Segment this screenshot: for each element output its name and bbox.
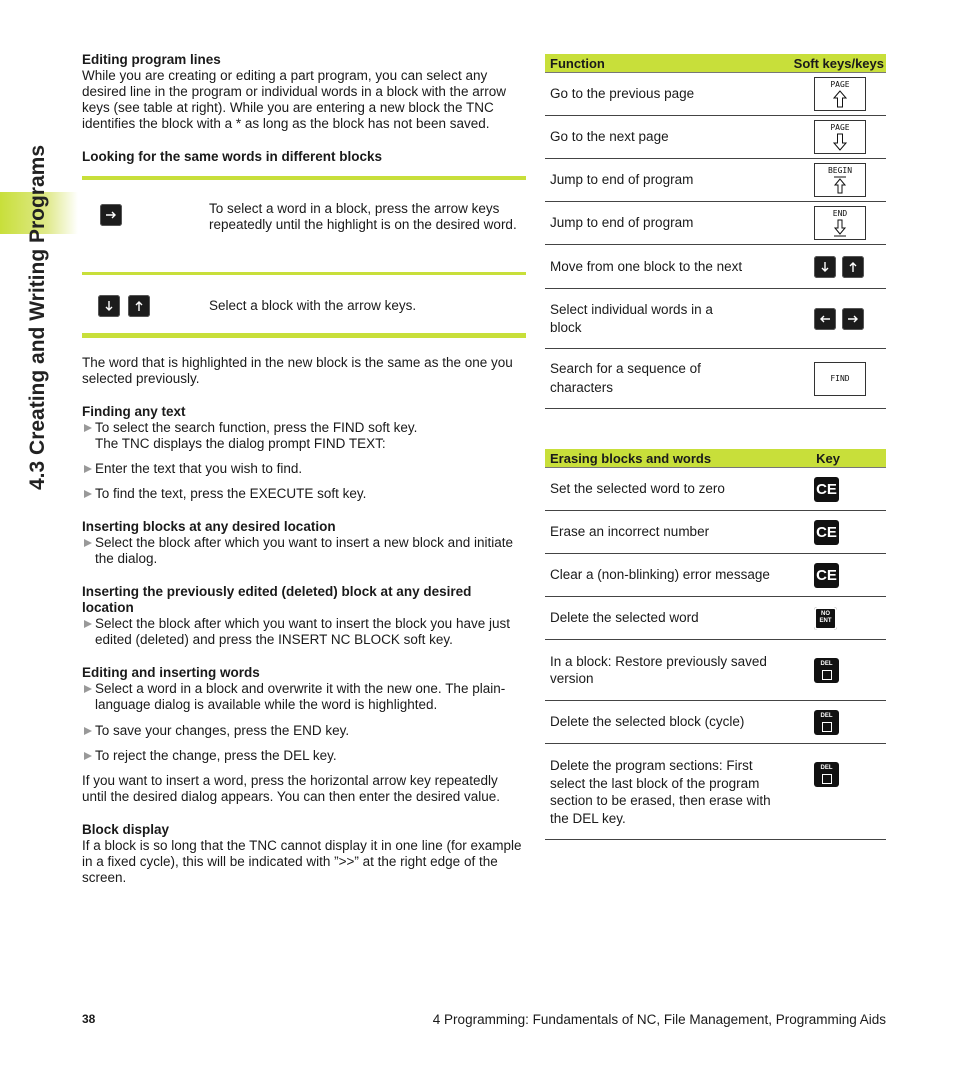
- key-row-horizontal: [82, 180, 526, 272]
- table-header: [545, 449, 886, 468]
- row-label: Clear a (non-blinking) error message: [550, 567, 770, 583]
- row-label: Set the selected word to zero: [550, 481, 725, 497]
- heading-editing-program-lines: Editing program lines: [82, 52, 221, 67]
- header-function: Function: [550, 55, 605, 71]
- table-row: [545, 554, 886, 597]
- header-key: Key: [816, 450, 840, 466]
- table-row: [545, 468, 886, 511]
- heading-looking-for-words: Looking for the same words in different blocks: [82, 149, 383, 164]
- step-item: Select a word in a block and overwrite it with the new one. The plain-language dialog is available while the word is highlighted.: [82, 681, 526, 713]
- step-item: To save your changes, press the END key.: [82, 723, 526, 739]
- table-row: [545, 202, 886, 245]
- arrow-right-key-icon: [100, 204, 122, 226]
- chapter-footer: 4 Programming: Fundamentals of NC, File Management, Programming Aids: [432, 1012, 886, 1027]
- table-row: [545, 640, 886, 701]
- row-label: Erase an incorrect number: [550, 524, 710, 540]
- header-soft-keys: Soft keys/keys: [793, 55, 884, 71]
- key-row-text: Select a block with the arrow keys.: [209, 298, 417, 313]
- table-row: [545, 159, 886, 202]
- row-label: Select individual words in a block: [550, 302, 713, 335]
- ce-key-icon: CE: [814, 520, 839, 545]
- page-up-softkey-icon: PAGE: [814, 77, 866, 111]
- table-row: [545, 349, 886, 409]
- erase-keys-table: [545, 449, 886, 840]
- row-label: Search for a sequence of characters: [550, 361, 701, 395]
- heading-editing-words: Editing and inserting words: [82, 665, 260, 680]
- arrow-up-key-icon: [842, 256, 864, 278]
- heading-inserting-previous: Inserting the previously edited (deleted) block at any desired location: [82, 584, 472, 615]
- function-keys-table: [545, 54, 886, 409]
- table-row: [545, 597, 886, 640]
- row-label: Delete the selected word: [550, 610, 699, 626]
- arrow-up-key-icon: [128, 295, 150, 317]
- ce-key-icon: CE: [814, 477, 839, 502]
- table-row: [545, 701, 886, 744]
- paragraph-insert-word: If you want to insert a word, press the horizontal arrow key repeatedly until the desired dialog appears. You can then enter the desired value.: [82, 773, 501, 804]
- divider: [82, 333, 526, 338]
- row-label: In a block: Restore previously saved version: [550, 653, 767, 686]
- row-label: Delete the selected block (cycle): [550, 714, 745, 730]
- arrow-right-key-icon: [842, 308, 864, 330]
- del-key-icon: DEL: [814, 658, 839, 683]
- find-softkey-icon: FIND: [814, 362, 866, 396]
- table-row: [545, 289, 886, 349]
- step-item: To reject the change, press the DEL key.: [82, 748, 526, 764]
- del-key-icon: DEL: [814, 710, 839, 735]
- table-row: [545, 245, 886, 289]
- paragraph-editing: While you are creating or editing a part program, you can select any desired line in the program or individual words in a block with the arrow keys (see table at right). While you are entering a new block the TNC identifies the block with a * as long as the block has not been saved.: [82, 68, 506, 131]
- arrow-down-key-icon: [98, 295, 120, 317]
- key-row-vertical: [82, 275, 526, 333]
- table-row: [545, 744, 886, 840]
- row-label: Delete the program sections: First select the last block of the program section to be erased, then erase with the DEL key.: [550, 758, 771, 826]
- end-softkey-icon: END: [814, 206, 866, 240]
- key-row-text: To select a word in a block, press the arrow keys repeatedly until the highlight is on the desired word.: [209, 201, 517, 232]
- row-label: Jump to end of program: [550, 172, 694, 188]
- row-label: Go to the next page: [550, 129, 669, 145]
- row-label: Move from one block to the next: [550, 258, 743, 274]
- step-item: Select the block after which you want to insert a new block and initiate the dialog.: [82, 535, 526, 567]
- del-key-icon: DEL: [814, 762, 839, 787]
- heading-block-display: Block display: [82, 822, 170, 837]
- table-row: [545, 511, 886, 554]
- arrow-left-key-icon: [814, 308, 836, 330]
- step-item: Select the block after which you want to insert the block you have just edited (deleted) and press the INSERT NC BLOCK soft key.: [82, 616, 526, 648]
- table-row: [545, 73, 886, 116]
- page-number: 38: [82, 1012, 96, 1026]
- row-label: Jump to end of program: [550, 215, 694, 231]
- header-erasing: Erasing blocks and words: [550, 450, 712, 466]
- left-column: [82, 52, 526, 886]
- ce-key-icon: CE: [814, 563, 839, 588]
- row-label: Go to the previous page: [550, 86, 695, 102]
- heading-finding-text: Finding any text: [82, 404, 186, 419]
- begin-softkey-icon: BEGIN: [814, 163, 866, 197]
- paragraph-block-display: If a block is so long that the TNC cannot display it in one line (for example in a fixed cycle), this will be indicated with ”>>” at the right edge of the screen.: [82, 838, 522, 885]
- heading-inserting-blocks: Inserting blocks at any desired location: [82, 519, 336, 534]
- step-item: To find the text, press the EXECUTE soft key.: [82, 486, 526, 502]
- step-item: Enter the text that you wish to find.: [82, 461, 526, 477]
- paragraph-highlight: The word that is highlighted in the new block is the same as the one you selected previously.: [82, 355, 513, 386]
- table-row: [545, 116, 886, 159]
- step-item-continuation: The TNC displays the dialog prompt FIND TEXT:: [95, 436, 386, 451]
- table-header: [545, 54, 886, 73]
- section-title: 4.3 Creating and Writing Programs: [26, 144, 49, 490]
- no-ent-key-icon: NO ENT: [814, 607, 837, 630]
- step-item: To select the search function, press the FIND soft key.: [82, 420, 526, 436]
- page-down-softkey-icon: PAGE: [814, 120, 866, 154]
- arrow-down-key-icon: [814, 256, 836, 278]
